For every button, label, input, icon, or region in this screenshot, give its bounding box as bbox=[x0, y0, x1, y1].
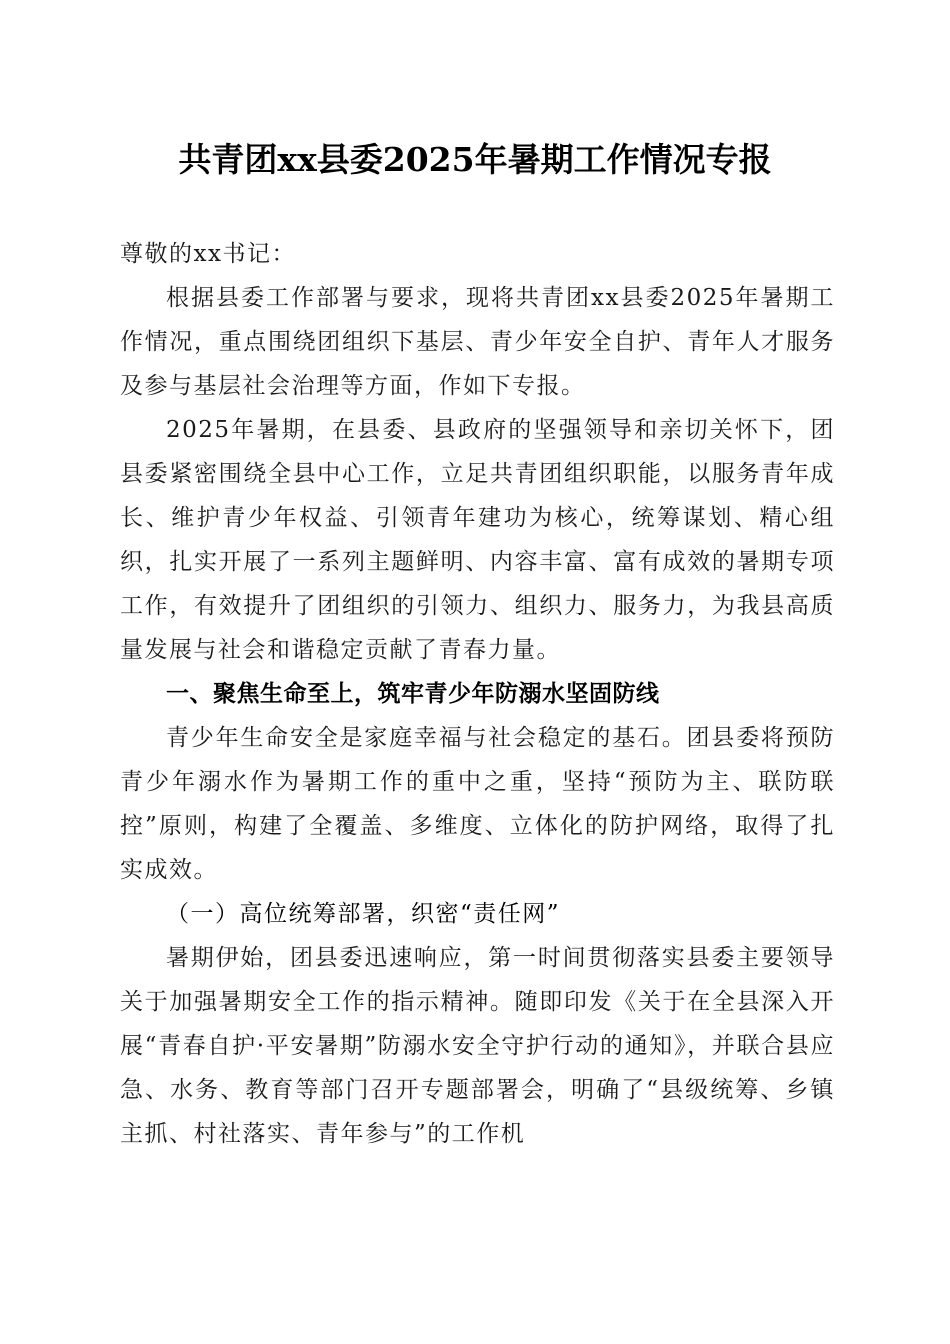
subsection-heading-1: （一）高位统筹部署，织密“责任网” bbox=[166, 901, 561, 927]
section-heading-1: 一、聚焦生命至上，筑牢青少年防溺水坚固防线 bbox=[166, 681, 660, 707]
document-body bbox=[120, 232, 835, 1156]
paragraph-summary: 2025年暑期，在县委、县政府的坚强领导和亲切关怀下，团县委紧密围绕全县中心工作，立足共青团组织职能，以服务青年成长、维护青少年权益、引领青年建功为核心，统筹谋划、精心组织，扎实开展了一系列主题鲜明、内容丰富、富有成效的暑期专项工作，有效提升了团组织的引领力、组织力、服务力，为我县高质量发展与社会和谐稳定贡献了青春力量。 bbox=[120, 417, 835, 663]
salutation: 尊敬的xx书记： bbox=[120, 241, 296, 267]
paragraph-subsection-1: 暑期伊始，团县委迅速响应，第一时间贯彻落实县委主要领导关于加强暑期安全工作的指示精神。随即印发《关于在全县深入开展“青春自护·平安暑期”防溺水安全守护行动的通知》，并联合县应急、水务、教育等部门召开专题部署会，明确了“县级统筹、乡镇主抓、村社落实、青年参与”的工作机 bbox=[120, 945, 835, 1147]
paragraph-intro: 根据县委工作部署与要求，现将共青团xx县委2025年暑期工作情况，重点围绕团组织下基层、青少年安全自护、青年人才服务及参与基层社会治理等方面，作如下专报。 bbox=[120, 285, 835, 399]
document-title: 共青团xx县委2025年暑期工作情况专报 bbox=[178, 140, 772, 179]
paragraph-section-1: 青少年生命安全是家庭幸福与社会稳定的基石。团县委将预防青少年溺水作为暑期工作的重中之重，坚持“预防为主、联防联控”原则，构建了全覆盖、多维度、立体化的防护网络，取得了扎实成效。 bbox=[120, 725, 835, 883]
